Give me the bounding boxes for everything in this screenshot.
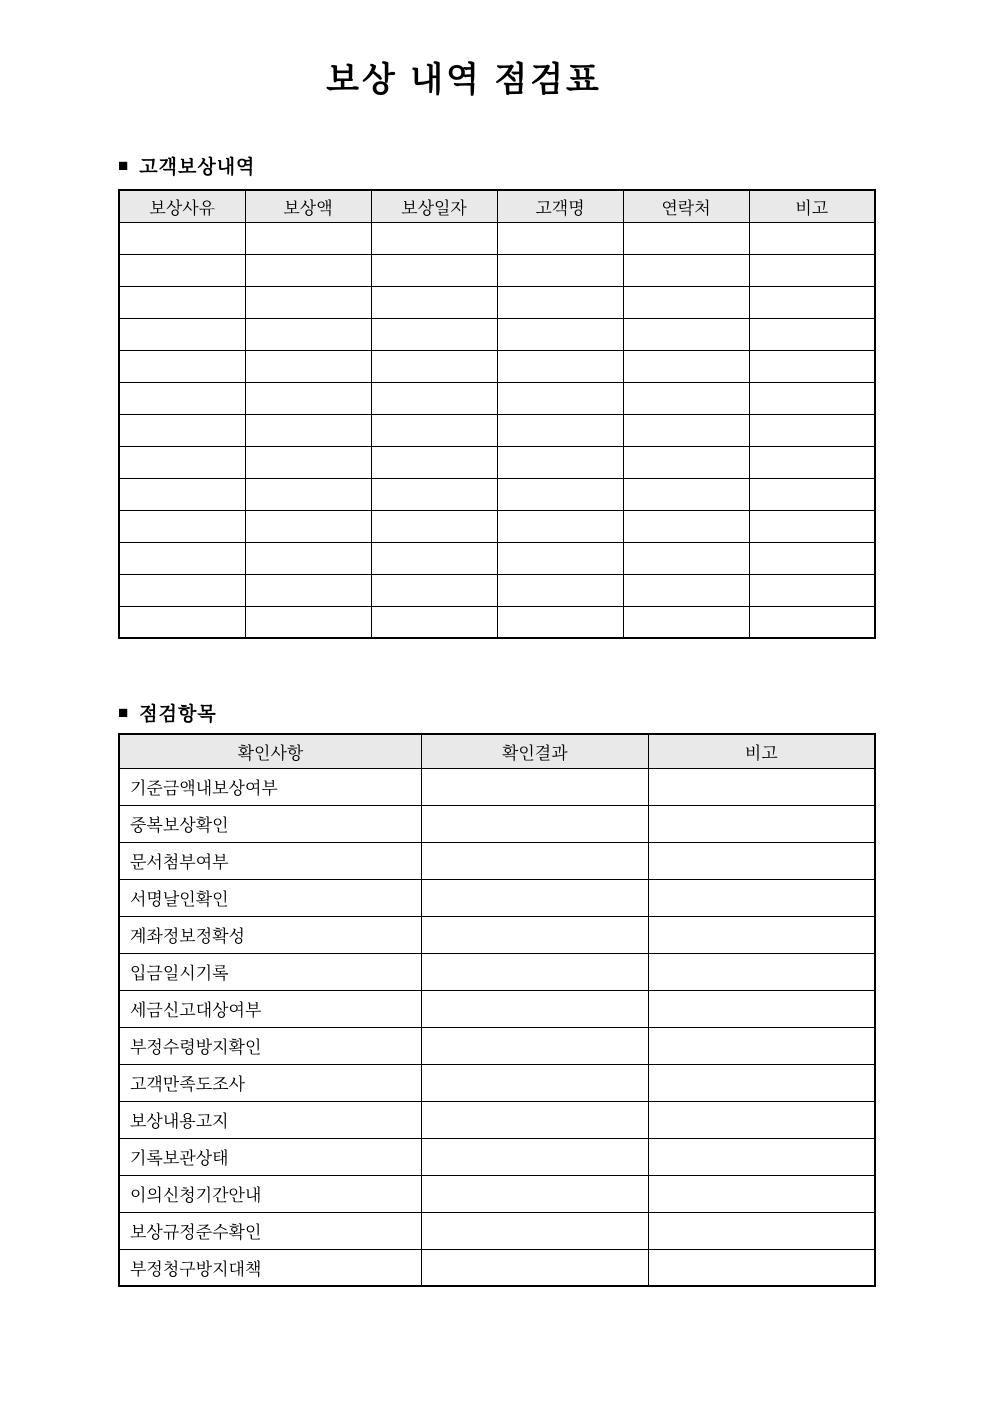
check-item-result-cell [421, 879, 648, 916]
customer-compensation-empty-cell [749, 510, 875, 542]
customer-compensation-empty-cell [749, 318, 875, 350]
customer-compensation-empty-cell [119, 510, 245, 542]
customer-compensation-empty-cell [245, 382, 371, 414]
customer-compensation-empty-cell [245, 606, 371, 638]
customer-compensation-empty-cell [245, 542, 371, 574]
check-item-row [119, 1027, 875, 1064]
customer-compensation-empty-cell [245, 414, 371, 446]
check-item-label: 계좌정보정확성 [119, 916, 421, 953]
check-item-note-cell [648, 879, 875, 916]
customer-compensation-header-row [119, 190, 875, 222]
customer-compensation-empty-cell [119, 254, 245, 286]
check-item-result-cell [421, 1212, 648, 1249]
customer-compensation-empty-cell [119, 606, 245, 638]
customer-compensation-empty-cell [245, 478, 371, 510]
check-item-result-cell [421, 1249, 648, 1286]
check-item-note-cell [648, 990, 875, 1027]
customer-compensation-empty-cell [623, 414, 749, 446]
customer-compensation-empty-cell [749, 414, 875, 446]
customer-compensation-empty-cell [119, 446, 245, 478]
section-heading-label-customer-compensation: 고객보상내역 [139, 157, 256, 178]
section-heading-label-check-items: 점검항목 [139, 704, 217, 725]
customer-compensation-empty-cell [497, 286, 623, 318]
customer-compensation-empty-cell [497, 446, 623, 478]
customer-compensation-empty-cell [119, 414, 245, 446]
customer-compensation-col-header-1: 보상액 [245, 190, 371, 222]
check-items-col-header-0: 확인사항 [119, 734, 421, 768]
section-heading-customer-compensation [118, 152, 255, 179]
customer-compensation-empty-cell [497, 222, 623, 254]
customer-compensation-row [119, 222, 875, 254]
check-item-note-cell [648, 1212, 875, 1249]
customer-compensation-empty-cell [245, 446, 371, 478]
customer-compensation-empty-cell [623, 446, 749, 478]
customer-compensation-empty-cell [623, 318, 749, 350]
check-item-result-cell [421, 916, 648, 953]
check-item-result-cell [421, 1138, 648, 1175]
check-item-result-cell [421, 1175, 648, 1212]
check-item-note-cell [648, 916, 875, 953]
check-item-row [119, 1138, 875, 1175]
customer-compensation-empty-cell [497, 574, 623, 606]
customer-compensation-col-header-2: 보상일자 [371, 190, 497, 222]
customer-compensation-empty-cell [497, 318, 623, 350]
check-items-col-header-1: 확인결과 [421, 734, 648, 768]
customer-compensation-col-header-4: 연락처 [623, 190, 749, 222]
customer-compensation-empty-cell [623, 510, 749, 542]
check-item-note-cell [648, 1101, 875, 1138]
check-item-note-cell [648, 842, 875, 879]
customer-compensation-row [119, 350, 875, 382]
check-item-label: 이의신청기간안내 [119, 1175, 421, 1212]
section-heading-check-items [118, 699, 217, 726]
customer-compensation-empty-cell [371, 510, 497, 542]
check-item-row [119, 1175, 875, 1212]
customer-compensation-empty-cell [371, 478, 497, 510]
customer-compensation-empty-cell [371, 286, 497, 318]
check-item-result-cell [421, 1101, 648, 1138]
check-item-row [119, 805, 875, 842]
check-item-result-cell [421, 768, 648, 805]
customer-compensation-empty-cell [623, 382, 749, 414]
customer-compensation-empty-cell [245, 318, 371, 350]
customer-compensation-table [118, 189, 876, 639]
customer-compensation-empty-cell [245, 510, 371, 542]
customer-compensation-empty-cell [749, 222, 875, 254]
customer-compensation-row [119, 382, 875, 414]
customer-compensation-empty-cell [119, 574, 245, 606]
check-item-label: 고객만족도조사 [119, 1064, 421, 1101]
check-item-row [119, 953, 875, 990]
check-item-label: 보상내용고지 [119, 1101, 421, 1138]
check-items-header-row [119, 734, 875, 768]
customer-compensation-empty-cell [245, 286, 371, 318]
customer-compensation-row [119, 606, 875, 638]
customer-compensation-empty-cell [119, 318, 245, 350]
customer-compensation-empty-cell [623, 606, 749, 638]
customer-compensation-empty-cell [245, 254, 371, 286]
customer-compensation-empty-cell [371, 542, 497, 574]
check-item-label: 입금일시기록 [119, 953, 421, 990]
customer-compensation-empty-cell [497, 350, 623, 382]
customer-compensation-row [119, 318, 875, 350]
customer-compensation-empty-cell [749, 606, 875, 638]
check-item-row [119, 879, 875, 916]
customer-compensation-empty-cell [371, 414, 497, 446]
customer-compensation-empty-cell [497, 510, 623, 542]
customer-compensation-empty-cell [749, 574, 875, 606]
customer-compensation-empty-cell [371, 254, 497, 286]
customer-compensation-empty-cell [749, 254, 875, 286]
check-item-note-cell [648, 805, 875, 842]
customer-compensation-empty-cell [119, 286, 245, 318]
customer-compensation-empty-cell [245, 574, 371, 606]
customer-compensation-empty-cell [623, 542, 749, 574]
check-item-label: 기록보관상태 [119, 1138, 421, 1175]
check-item-label: 서명날인확인 [119, 879, 421, 916]
customer-compensation-empty-cell [371, 318, 497, 350]
customer-compensation-empty-cell [749, 478, 875, 510]
customer-compensation-empty-cell [497, 414, 623, 446]
customer-compensation-empty-cell [371, 382, 497, 414]
customer-compensation-empty-cell [623, 254, 749, 286]
check-item-row [119, 768, 875, 805]
customer-compensation-empty-cell [119, 478, 245, 510]
check-item-result-cell [421, 1027, 648, 1064]
check-item-note-cell [648, 1027, 875, 1064]
customer-compensation-empty-cell [371, 222, 497, 254]
check-item-note-cell [648, 1175, 875, 1212]
check-item-label: 보상규정준수확인 [119, 1212, 421, 1249]
customer-compensation-empty-cell [497, 254, 623, 286]
customer-compensation-row [119, 254, 875, 286]
check-item-note-cell [648, 768, 875, 805]
customer-compensation-col-header-3: 고객명 [497, 190, 623, 222]
check-item-note-cell [648, 1064, 875, 1101]
check-item-label: 세금신고대상여부 [119, 990, 421, 1027]
document-title: 보상 내역 점검표 [326, 61, 602, 99]
check-item-result-cell [421, 953, 648, 990]
customer-compensation-empty-cell [245, 222, 371, 254]
customer-compensation-empty-cell [371, 350, 497, 382]
customer-compensation-col-header-5: 비고 [749, 190, 875, 222]
check-item-row [119, 916, 875, 953]
customer-compensation-row [119, 510, 875, 542]
customer-compensation-empty-cell [119, 350, 245, 382]
customer-compensation-empty-cell [497, 542, 623, 574]
customer-compensation-empty-cell [623, 478, 749, 510]
square-bullet-icon: ■ [118, 703, 130, 722]
customer-compensation-empty-cell [749, 542, 875, 574]
check-item-row [119, 1064, 875, 1101]
check-item-row [119, 842, 875, 879]
check-item-row [119, 1101, 875, 1138]
customer-compensation-empty-cell [623, 286, 749, 318]
check-item-row [119, 1212, 875, 1249]
check-item-note-cell [648, 1138, 875, 1175]
customer-compensation-empty-cell [245, 350, 371, 382]
check-item-row [119, 1249, 875, 1286]
check-items-col-header-2: 비고 [648, 734, 875, 768]
customer-compensation-empty-cell [749, 286, 875, 318]
customer-compensation-empty-cell [371, 446, 497, 478]
customer-compensation-empty-cell [623, 350, 749, 382]
check-items-table [118, 733, 876, 1287]
check-item-note-cell [648, 953, 875, 990]
customer-compensation-empty-cell [749, 382, 875, 414]
customer-compensation-empty-cell [371, 606, 497, 638]
check-item-label: 부정수령방지확인 [119, 1027, 421, 1064]
check-item-label: 기준금액내보상여부 [119, 768, 421, 805]
customer-compensation-empty-cell [623, 222, 749, 254]
customer-compensation-row [119, 542, 875, 574]
customer-compensation-empty-cell [371, 574, 497, 606]
check-item-label: 문서첨부여부 [119, 842, 421, 879]
customer-compensation-empty-cell [497, 606, 623, 638]
square-bullet-icon: ■ [118, 156, 130, 175]
customer-compensation-empty-cell [749, 350, 875, 382]
customer-compensation-empty-cell [749, 446, 875, 478]
customer-compensation-empty-cell [119, 222, 245, 254]
customer-compensation-empty-cell [497, 478, 623, 510]
check-item-label: 부정청구방지대책 [119, 1249, 421, 1286]
check-item-label: 중복보상확인 [119, 805, 421, 842]
customer-compensation-empty-cell [119, 382, 245, 414]
check-item-result-cell [421, 805, 648, 842]
customer-compensation-row [119, 414, 875, 446]
check-item-result-cell [421, 842, 648, 879]
customer-compensation-row [119, 286, 875, 318]
check-item-result-cell [421, 990, 648, 1027]
customer-compensation-col-header-0: 보상사유 [119, 190, 245, 222]
customer-compensation-row [119, 478, 875, 510]
customer-compensation-empty-cell [623, 574, 749, 606]
check-item-row [119, 990, 875, 1027]
customer-compensation-empty-cell [119, 542, 245, 574]
customer-compensation-row [119, 446, 875, 478]
check-item-note-cell [648, 1249, 875, 1286]
customer-compensation-row [119, 574, 875, 606]
customer-compensation-empty-cell [497, 382, 623, 414]
check-item-result-cell [421, 1064, 648, 1101]
